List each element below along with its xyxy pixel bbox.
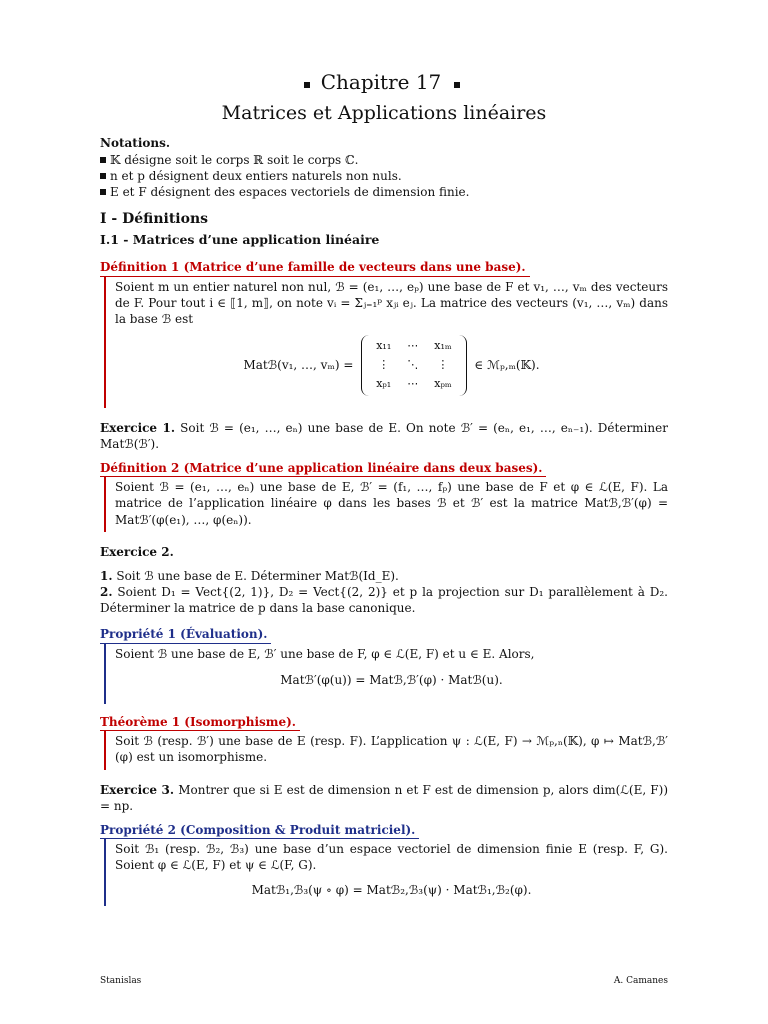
matrix [361, 335, 466, 396]
definition-text: Soient m un entier naturel non nul, ℬ = (e₁, …, eₚ) une base de F et v₁, …, vₘ des vecteurs de F. Pour tout i ∈ ⟦1, m⟧, on note vᵢ = Σⱼ₌₁ᵖ xⱼᵢ eⱼ. La matrice des vecteurs (v₁, …, vₘ) dans la base ℬ est [115, 279, 668, 326]
property-body [104, 644, 668, 704]
square-bullet-icon [454, 82, 460, 88]
square-bullet-icon [100, 173, 106, 179]
property-text: Soient ℬ une base de E, ℬ′ une base de F, φ ∈ ℒ(E, F) et u ∈ E. Alors, [115, 646, 535, 661]
matrix-cell: ⋮ [437, 357, 449, 371]
formula-left: Matℬ(v₁, …, vₘ) = [243, 357, 354, 372]
square-bullet-icon [100, 189, 106, 195]
definition-heading: Définition 2 (Matrice d’une application linéaire dans deux bases). [100, 460, 546, 477]
definition-body: Soient ℬ = (e₁, …, eₙ) une base de E, ℬ′ = (f₁, …, fₚ) une base de F et φ ∈ ℒ(E, F). La matrice de l’application linéaire φ dans les bases ℬ et ℬ′ est la matrice Matℬ,ℬ′(φ) = Matℬ′(φ(e₁), …, φ(eₙ)). [104, 477, 668, 532]
page-title: Matrices et Applications linéaires [221, 102, 547, 124]
definition-2 [100, 460, 668, 532]
square-bullet-icon [100, 157, 106, 163]
notations-heading: Notations. [100, 135, 171, 150]
definition-body [104, 277, 668, 408]
notation-item: n et p désignent deux entiers naturels non nuls. [100, 168, 668, 184]
property-formula: Matℬ₁,ℬ₃(ψ ∘ φ) = Matℬ₂,ℬ₃(ψ) · Matℬ₁,ℬ₂(φ). [251, 882, 532, 897]
exercise-2 [100, 544, 668, 617]
matrix-cell: ⋯ [407, 376, 419, 390]
chapter-heading [100, 70, 668, 94]
formula-right: ∈ ℳₚ,ₘ(𝕂). [474, 357, 540, 372]
matrix-formula [115, 335, 668, 396]
chapter-label: Chapitre 17 [320, 70, 442, 94]
notation-item: 𝕂 désigne soit le corps ℝ soit le corps ℂ. [100, 152, 668, 168]
matrix-cell: xₚₘ [434, 376, 452, 390]
exercise-1 [100, 420, 668, 452]
matrix-cell: ⋱ [407, 357, 419, 371]
exercise-label: Exercice 3. [100, 782, 175, 797]
square-bullet-icon [304, 82, 310, 88]
section-heading: I - Définitions [100, 210, 209, 227]
exercise-label: Exercice 1. [100, 420, 176, 435]
footer-right: A. Camanes [613, 976, 668, 986]
theorem-heading: Théorème 1 (Isomorphisme). [100, 714, 300, 731]
subsection-heading: I.1 - Matrices d’une application linéaire [100, 232, 380, 248]
notations-block [100, 135, 668, 201]
exercise-text: Soit ℬ = (e₁, …, eₙ) une base de E. On note ℬ′ = (eₙ, e₁, …, eₙ₋₁). Déterminer Matℬ(ℬ′). [100, 420, 668, 451]
notation-item: E et F désignent des espaces vectoriels de dimension finie. [100, 184, 668, 200]
property-text: Soit ℬ₁ (resp. ℬ₂, ℬ₃) une base d’un espace vectoriel de dimension finie E (resp. F, G). Soient φ ∈ ℒ(E, F) et ψ ∈ ℒ(F, G). [115, 842, 668, 873]
property-formula: Matℬ′(φ(u)) = Matℬ,ℬ′(φ) · Matℬ(u). [280, 672, 503, 687]
matrix-cell: ⋯ [407, 339, 419, 353]
property-heading: Propriété 1 (Évaluation). [100, 626, 271, 643]
matrix-cell: x₁₁ [376, 339, 392, 353]
property-heading: Propriété 2 (Composition & Produit matriciel). [100, 822, 419, 839]
exercise-text: Montrer que si E est de dimension n et F est de dimension p, alors dim(ℒ(E, F)) = np. [100, 782, 668, 813]
definition-heading: Définition 1 (Matrice d’une famille de vecteurs dans une base). [100, 259, 530, 276]
matrix-cell: x₁ₘ [434, 339, 452, 353]
property-body [104, 839, 668, 906]
theorem-1 [100, 714, 668, 770]
exercise-3 [100, 782, 668, 814]
exercise-question: 1. Soit ℬ une base de E. Déterminer Matℬ(Id_E). [100, 568, 399, 583]
document-page [100, 70, 668, 906]
property-2 [100, 822, 668, 906]
property-1 [100, 626, 668, 704]
matrix-cell: xₚ₁ [376, 376, 392, 390]
definition-1 [100, 259, 668, 407]
matrix-cell: ⋮ [378, 357, 390, 371]
theorem-body: Soit ℬ (resp. ℬ′) une base de E (resp. F). L’application ψ : ℒ(E, F) → ℳₚ,ₙ(𝕂), φ ↦ Matℬ,ℬ′(φ) est un isomorphisme. [104, 731, 668, 769]
footer-left: Stanislas [100, 976, 142, 986]
exercise-label: Exercice 2. [100, 544, 174, 559]
exercise-question: 2. Soient D₁ = Vect{(2, 1)}, D₂ = Vect{(2, 2)} et p la projection sur D₁ parallèlement à D₂. Déterminer la matrice de p dans la base canonique. [100, 585, 668, 616]
